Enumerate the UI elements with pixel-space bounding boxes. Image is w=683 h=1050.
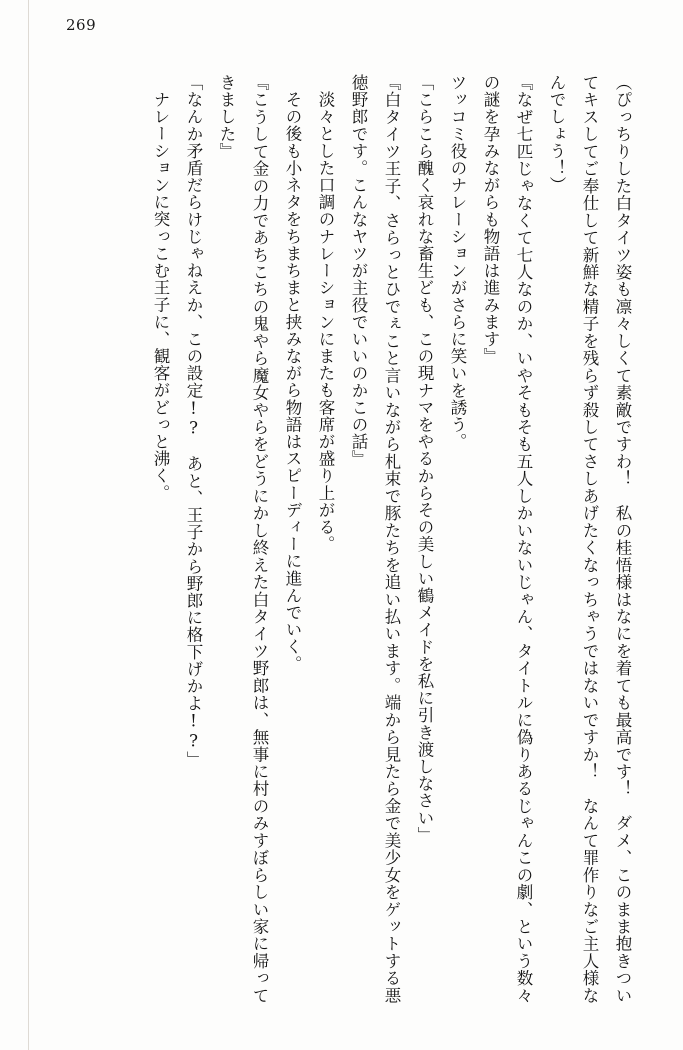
paragraph: 淡々とした口調のナレーションにまたも客席が盛り上がる。 (316, 90, 335, 553)
paragraph: （ぴっちりした白タイツ姿も凛々しくて素敵ですわ！ 私の桂悟様はなにを着ても最高です！ ダメ、このまま抱きついてキスしてご奉仕して新鮮な精子を残らず殺してさしあげたくなっちゃうではないですか！ なんて罪作りなご主人様なんでしょう！） (547, 74, 632, 1004)
page-body-text (59, 74, 639, 1004)
page-number: 269 (66, 16, 97, 34)
paragraph: 「こらこら醜く哀れな畜生ども、この現ナマをやるからその美しい鶴メイドを私に引き渡しなさい」 (415, 74, 434, 844)
page-margin-rule (28, 0, 29, 1050)
paragraph: ツッコミ役のナレーションがさらに笑いを誘う。 (448, 74, 467, 451)
paragraph: その後も小ネタをちまちまと挟みながら物語はスピーディーに進んでいく。 (283, 90, 302, 672)
paragraph: ナレーションに突っこむ王子に、観客がどっと沸く。 (151, 90, 170, 501)
paragraph: 『白タイツ王子、さらっとひでぇこと言いながら札束で豚たちを追い払います。端から見たら金で美少女をゲットする悪徳野郎です。こんなヤツが主役でいいのかこの話』 (349, 74, 401, 1004)
paragraph: 『こうして金の力であちこちの鬼やら魔女やらをどうにかし終えた白タイツ野郎は、無事に村のみすぼらしい家に帰ってきました』 (217, 74, 269, 1004)
paragraph: 『なぜ七匹じゃなくて七人なのか、いやそもそも五人しかいないじゃん、タイトルに偽りあるじゃんこの劇、という数々の謎を孕みながらも物語は進みます』 (481, 74, 533, 1004)
paragraph: 「なんか矛盾だらけじゃねえか、この設定!? あと、王子から野郎に格下げかよ!?」 (184, 74, 203, 768)
